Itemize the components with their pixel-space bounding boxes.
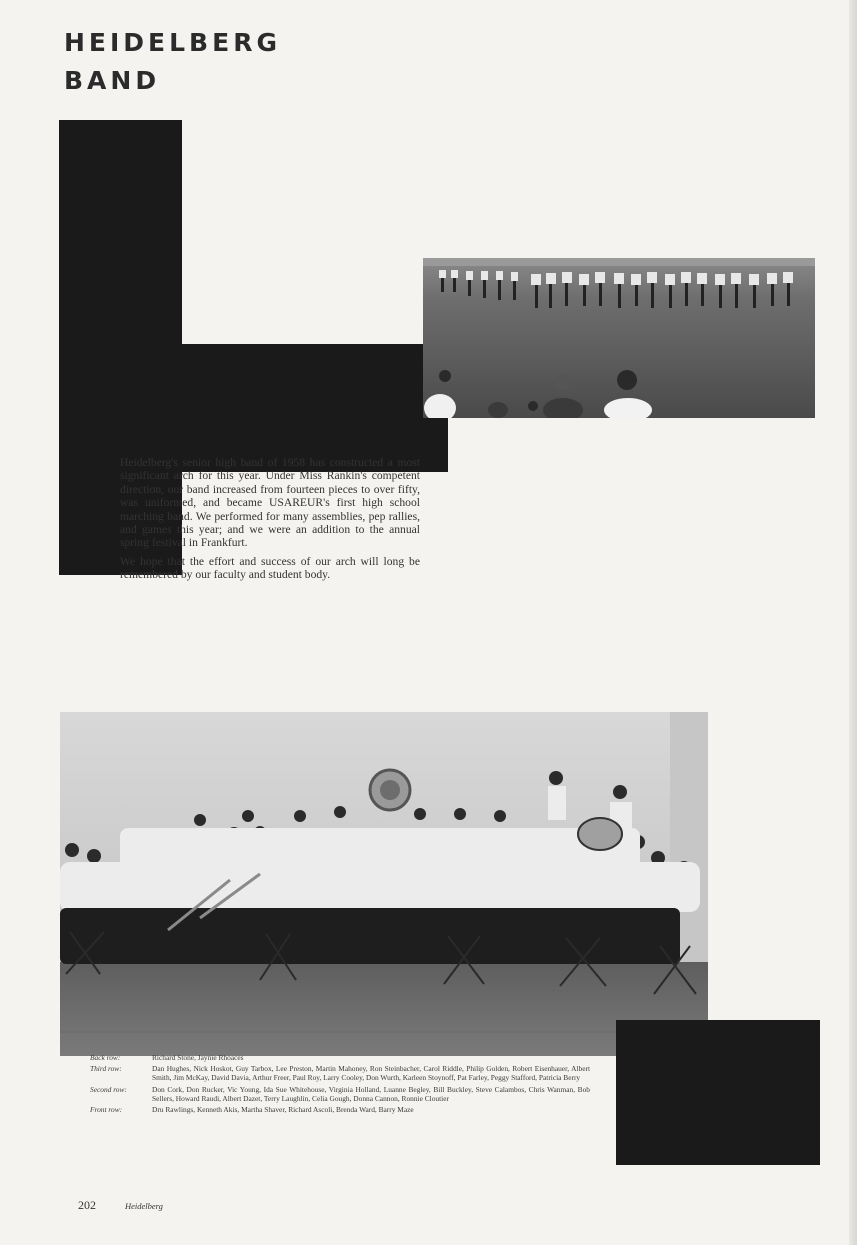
caption-row-back [90, 1053, 590, 1062]
caption-row-third [90, 1064, 590, 1082]
caption-row-names: Richard Stone, Jaynie Rhoaces [152, 1053, 244, 1062]
caption-row-second [90, 1085, 590, 1103]
caption-row-label: Front row: [90, 1105, 123, 1115]
intro-text [120, 456, 420, 587]
decorative-block-lower-right [616, 1020, 820, 1165]
page-number: 202 [78, 1198, 96, 1212]
caption-row-names: Dan Hughes, Nick Hoskot, Guy Tarbox, Lee Preston, Martin Mahoney, Ron Steinbacher, Carol Riddle, Philip Golden, Robert Eisenhauer, Albert Smith, Jim McKay, David Davia, Arthur Freer, Paul Roy, Larry Cooley, Don Wurth, Karleen Stoynoff, Pat Farley, Peggy Stafford, Patricia Berry [152, 1064, 590, 1083]
title-line-2: BAND [64, 66, 161, 95]
caption-row-names: Dru Rawlings, Kenneth Akis, Martha Shaver, Richard Ascoli, Brenda Ward, Barry Maze [152, 1105, 414, 1115]
intro-paragraph-2: We hope that the effort and success of our arch will long be remembered by our faculty and student body. [120, 554, 420, 582]
photo-caption [90, 1053, 590, 1116]
decorative-bar-horizontal [182, 344, 448, 472]
caption-row-label: Third row: [90, 1064, 122, 1074]
running-title: Heidelberg [125, 1201, 163, 1211]
caption-row-names: Don Cork, Don Rucker, Vic Young, Ida Sue Whitehouse, Virginia Holland, Luanne Begley, Bill Buckley, Steve Calambos, Chris Wanman, Bob Sellers, Howard Raudi, Albert Dazet, Terry Laughlin, Celia Gough, Donna Cannon, Ronnie Cloutier [152, 1084, 590, 1103]
title-line-1: HEIDELBERG [64, 28, 281, 57]
caption-row-label: Back row: [90, 1053, 121, 1062]
intro-paragraph-1: Heidelberg's senior high band of 1958 has constructed a most significant arch for this year. Under Miss Rankin's competent direction, our band increased from fourteen pieces to over fifty, was uniformed, and became USAREUR's first high school marching band. We performed for many assemblies, pep rallies, and games this year; and we were an addition to the annual spring festival in Frankfurt. [120, 456, 420, 550]
caption-row-front [90, 1105, 590, 1114]
marching-band-photo [423, 258, 815, 418]
page-footer [78, 1198, 163, 1213]
page-edge [849, 0, 857, 1245]
page-title [64, 24, 281, 100]
caption-row-label: Second row: [90, 1084, 127, 1094]
concert-band-photo [60, 712, 708, 1056]
